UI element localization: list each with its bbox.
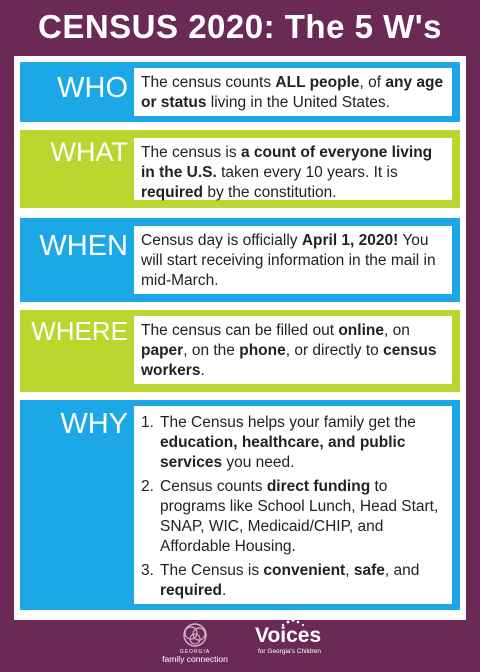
text-segment: , on bbox=[383, 322, 410, 339]
when-label: WHEN bbox=[39, 230, 128, 262]
logo-name-text: family connection bbox=[162, 654, 228, 664]
text-segment: . bbox=[222, 582, 227, 599]
who-section bbox=[20, 62, 460, 122]
text-segment: , on the bbox=[183, 342, 240, 359]
list-number: 2. bbox=[141, 478, 154, 495]
text-segment: living in the United States. bbox=[206, 94, 390, 111]
what-text bbox=[134, 138, 452, 200]
bold-segment: ALL people bbox=[275, 74, 360, 91]
text-segment: by the constitution. bbox=[203, 184, 337, 201]
text-segment: The census is bbox=[141, 144, 241, 161]
voices-logo bbox=[255, 624, 345, 670]
where-label: WHERE bbox=[31, 316, 128, 346]
bold-segment: any age or status bbox=[141, 74, 444, 111]
bold-segment: safe bbox=[353, 562, 385, 579]
text-segment: The census can be filled out bbox=[141, 322, 339, 339]
list-number: 1. bbox=[141, 414, 154, 431]
text-segment: , bbox=[345, 562, 354, 579]
text-segment: The census counts bbox=[141, 74, 276, 91]
text-segment: Census counts bbox=[160, 478, 267, 495]
voices-brand-text: Voices bbox=[255, 624, 322, 647]
list-number: 3. bbox=[141, 562, 154, 579]
list-item bbox=[141, 477, 446, 557]
bold-segment: phone bbox=[239, 342, 286, 359]
why-section bbox=[20, 400, 460, 610]
voices-tagline: for Georgia's Children bbox=[258, 648, 322, 655]
why-label: WHY bbox=[60, 408, 128, 440]
bold-segment: direct funding bbox=[266, 478, 371, 495]
family-connection-logo bbox=[150, 622, 240, 670]
footer bbox=[0, 622, 480, 672]
text-segment: you need. bbox=[222, 454, 295, 471]
what-label: WHAT bbox=[50, 137, 128, 167]
why-list bbox=[141, 413, 446, 601]
bold-segment: online bbox=[338, 322, 384, 339]
text-segment: . bbox=[200, 362, 205, 379]
text-segment: , of bbox=[359, 74, 386, 91]
text-segment: to programs like School Lunch, Head Start, SNAP, WIC, Medicaid/CHIP, and Affordable Housing. bbox=[160, 478, 439, 555]
text-segment: The Census is bbox=[160, 562, 264, 579]
bold-segment: census workers bbox=[141, 342, 437, 379]
bold-segment: required bbox=[141, 184, 204, 201]
text-segment: Census day is officially bbox=[141, 232, 302, 249]
family-connection-mark-icon bbox=[180, 622, 210, 648]
when-section bbox=[20, 218, 460, 302]
who-text bbox=[134, 68, 452, 116]
text-segment: The Census helps your family get the bbox=[160, 414, 416, 431]
bold-segment: paper bbox=[141, 342, 184, 359]
page-title: CENSUS 2020: The 5 W's bbox=[38, 8, 442, 45]
bold-segment: education, healthcare, and public services bbox=[160, 434, 406, 471]
bold-segment: a count of everyone living in the U.S. bbox=[141, 144, 433, 181]
text-segment: , or directly to bbox=[285, 342, 384, 359]
list-item bbox=[141, 561, 446, 601]
bold-segment: convenient bbox=[263, 562, 346, 579]
bold-segment: April 1, 2020! bbox=[301, 232, 399, 249]
when-text bbox=[134, 226, 452, 294]
why-text bbox=[134, 406, 452, 604]
where-section bbox=[20, 310, 460, 392]
bold-segment: required bbox=[160, 582, 223, 599]
text-segment: , and bbox=[384, 562, 420, 579]
logo-small-text: GEORGIA bbox=[179, 649, 211, 655]
text-segment: taken every 10 years. It is bbox=[216, 164, 398, 181]
where-text bbox=[134, 316, 452, 384]
text-segment: You will start receiving information in the mail in mid-March. bbox=[141, 232, 436, 289]
list-item bbox=[141, 413, 446, 473]
what-section bbox=[20, 130, 460, 208]
who-label: WHO bbox=[57, 72, 128, 104]
